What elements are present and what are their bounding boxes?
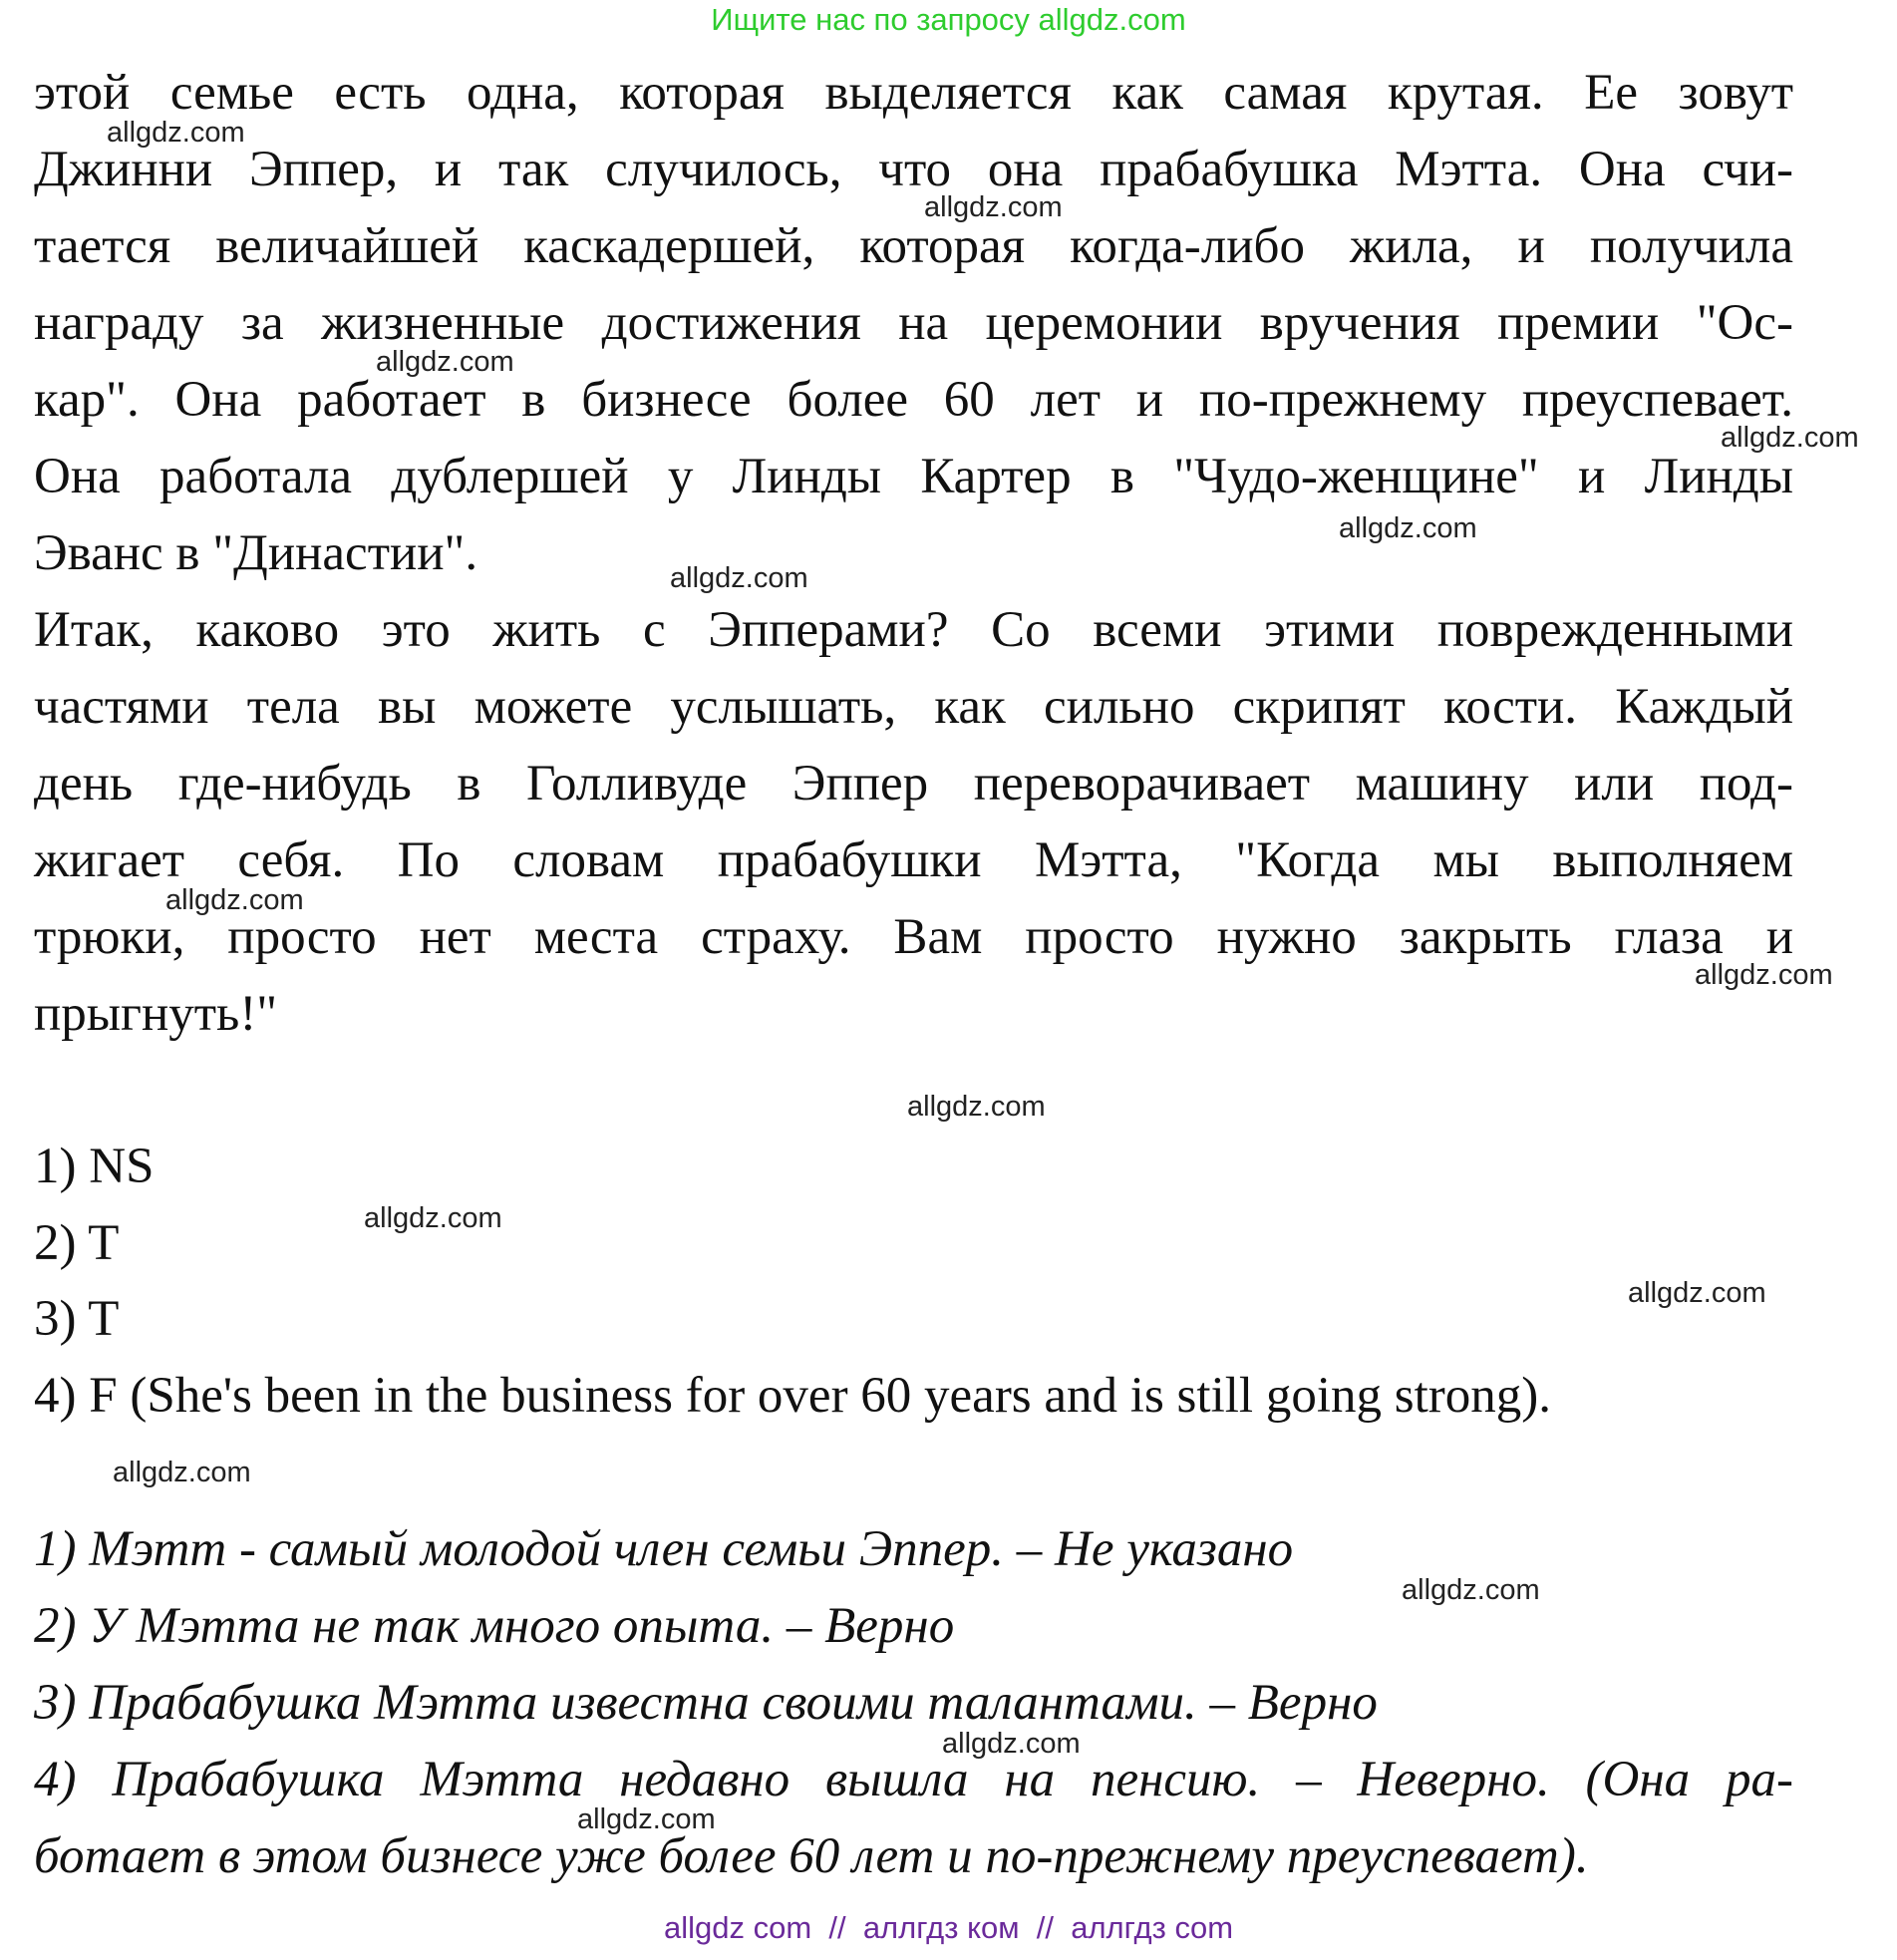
passage-line: этой семье есть одна, которая выделяется как самая крутая. Ее зовут [34, 65, 1793, 121]
passage-line: жигает себя. По словам прабабушки Мэтта, "Когда мы выполняем [34, 832, 1793, 888]
watermark: allgdz.com [942, 1728, 1081, 1760]
answer-item: 1) NS [34, 1139, 155, 1194]
watermark: allgdz.com [907, 1091, 1046, 1123]
watermark: allgdz.com [1402, 1574, 1540, 1606]
watermark: allgdz.com [577, 1803, 716, 1835]
passage-line: кар". Она работает в бизнесе более 60 лет и по-прежнему преуспевает. [34, 372, 1793, 428]
translation-item: 4) Прабабушка Мэтта недавно вышла на пенсию. – Неверно. (Она ра- [34, 1752, 1793, 1807]
answer-item: 2) T [34, 1215, 120, 1271]
watermark: allgdz.com [1695, 959, 1833, 991]
passage-line: награду за жизненные достижения на церемонии вручения премии "Ос- [34, 295, 1793, 351]
passage-line: Эванс в "Династии". [34, 525, 478, 581]
answer-item: 4) F (She's been in the business for over 60 years and is still going strong). [34, 1368, 1551, 1424]
translation-item: 3) Прабабушка Мэтта известна своими талантами. – Верно [34, 1675, 1378, 1731]
passage-line: Джинни Эппер, и так случилось, что она прабабушка Мэтта. Она счи- [34, 142, 1793, 197]
watermark: allgdz.com [1339, 512, 1477, 544]
passage-line: тается величайшей каскадершей, которая когда-либо жила, и получила [34, 218, 1793, 274]
watermark: allgdz.com [364, 1202, 502, 1234]
translation-item: ботает в этом бизнесе уже более 60 лет и по-прежнему преуспевает). [34, 1828, 1589, 1884]
watermark: allgdz.com [1721, 422, 1859, 454]
watermark: allgdz.com [670, 562, 808, 594]
passage-line: Она работала дублершей у Линды Картер в "Чудо-женщине" и Линды [34, 449, 1793, 504]
translation-item: 1) Мэтт - самый молодой член семьи Эппер. – Не указано [34, 1521, 1294, 1577]
top-banner: Ищите нас по запросу allgdz.com [711, 2, 1186, 37]
watermark: allgdz.com [924, 191, 1063, 223]
watermark: allgdz.com [107, 117, 245, 149]
passage-line: день где-нибудь в Голливуде Эппер переворачивает машину или под- [34, 756, 1793, 812]
passage-line: частями тела вы можете услышать, как сильно скрипят кости. Каждый [34, 679, 1793, 735]
watermark: allgdz.com [1628, 1277, 1766, 1309]
watermark: allgdz.com [113, 1457, 251, 1488]
answer-item: 3) T [34, 1291, 120, 1347]
translation-item: 2) У Мэтта не так много опыта. – Верно [34, 1598, 955, 1654]
passage-line: прыгнуть!" [34, 986, 278, 1042]
passage-line: Итак, каково это жить с Эпперами? Со всеми этими поврежденными [34, 602, 1793, 658]
watermark: allgdz.com [165, 884, 304, 916]
footer-watermark: allgdz com // аллгдз ком // аллгдз com [663, 1910, 1234, 1945]
watermark: allgdz.com [376, 346, 514, 378]
passage-line: трюки, просто нет места страху. Вам просто нужно закрыть глаза и [34, 909, 1793, 965]
